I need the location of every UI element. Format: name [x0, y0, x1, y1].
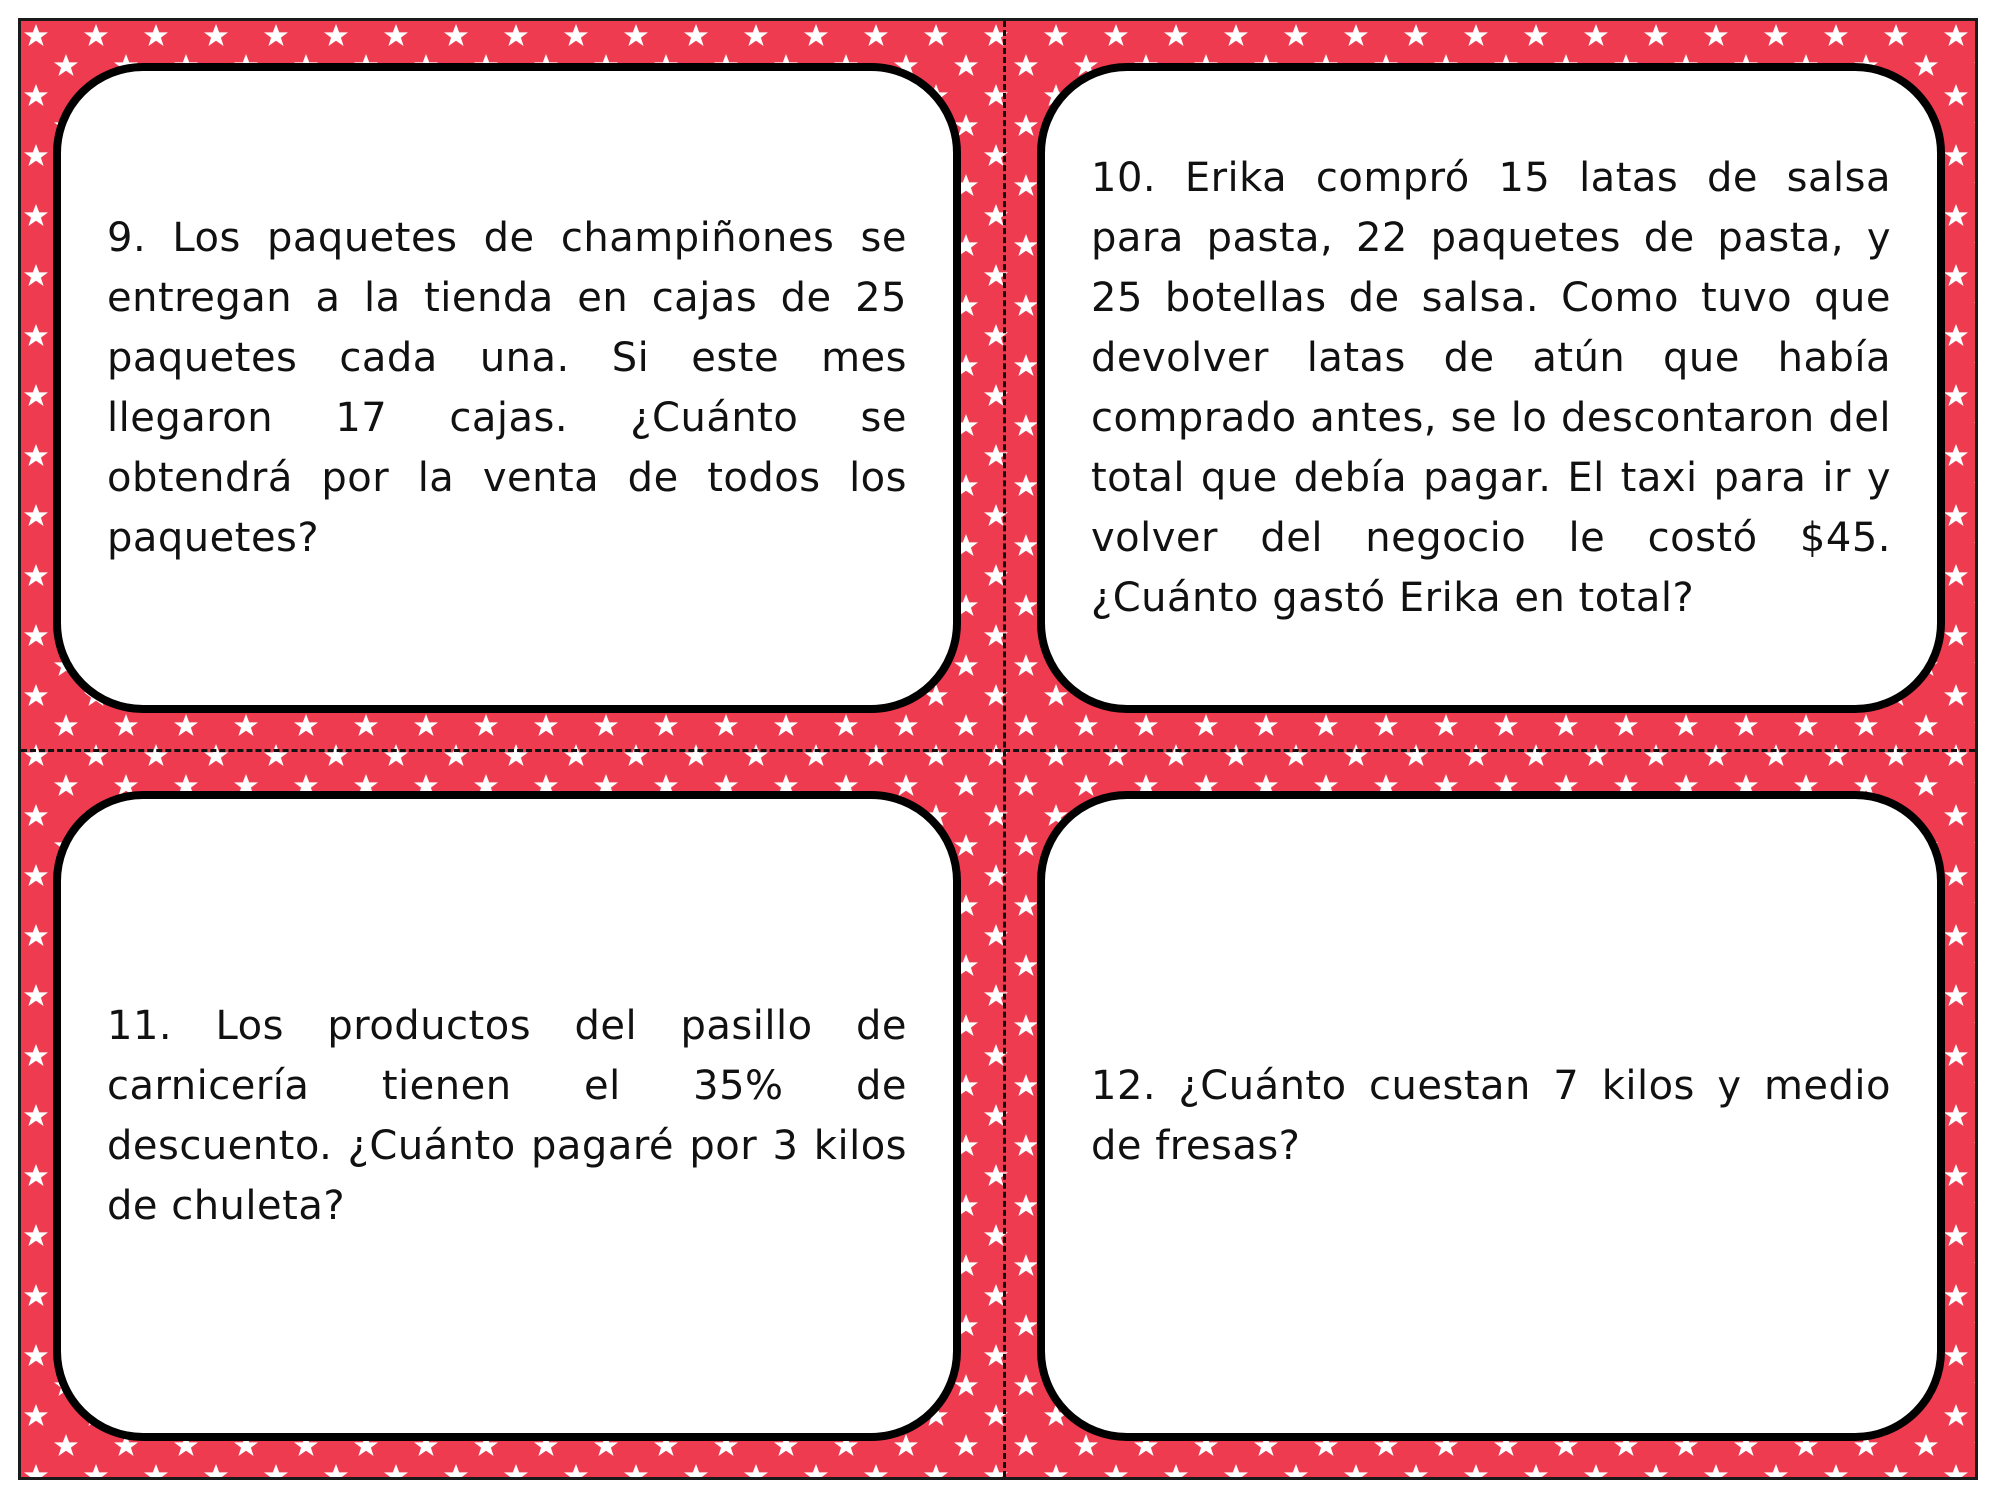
task-card-9 — [53, 63, 961, 713]
horizontal-cut-line — [21, 749, 1975, 752]
task-card-text: 10. Erika compró 15 latas de salsa para pasta, 22 paquetes de pasta, y 25 botellas de salsa. Como tuvo que devolver latas de atún que había comprado antes, se lo descontaron del total que debía pagar. El taxi para ir y volver del negocio le costó $45. ¿Cuánto gastó Erika en total? — [1091, 155, 1891, 621]
task-card-12 — [1037, 791, 1945, 1441]
task-card-text: 11. Los productos del pasillo de carnicería tienen el 35% de descuento. ¿Cuánto pagaré por 3 kilos de chuleta? — [107, 1003, 907, 1229]
task-card-text: 12. ¿Cuánto cuestan 7 kilos y medio de fresas? — [1091, 1063, 1891, 1169]
task-card-text: 9. Los paquetes de champiñones se entregan a la tienda en cajas de 25 paquetes cada una. Si este mes llegaron 17 cajas. ¿Cuánto se obtendrá por la venta de todos los paquetes? — [107, 215, 907, 561]
task-card-10 — [1037, 63, 1945, 713]
task-card-11 — [53, 791, 961, 1441]
task-card-sheet — [18, 18, 1978, 1480]
